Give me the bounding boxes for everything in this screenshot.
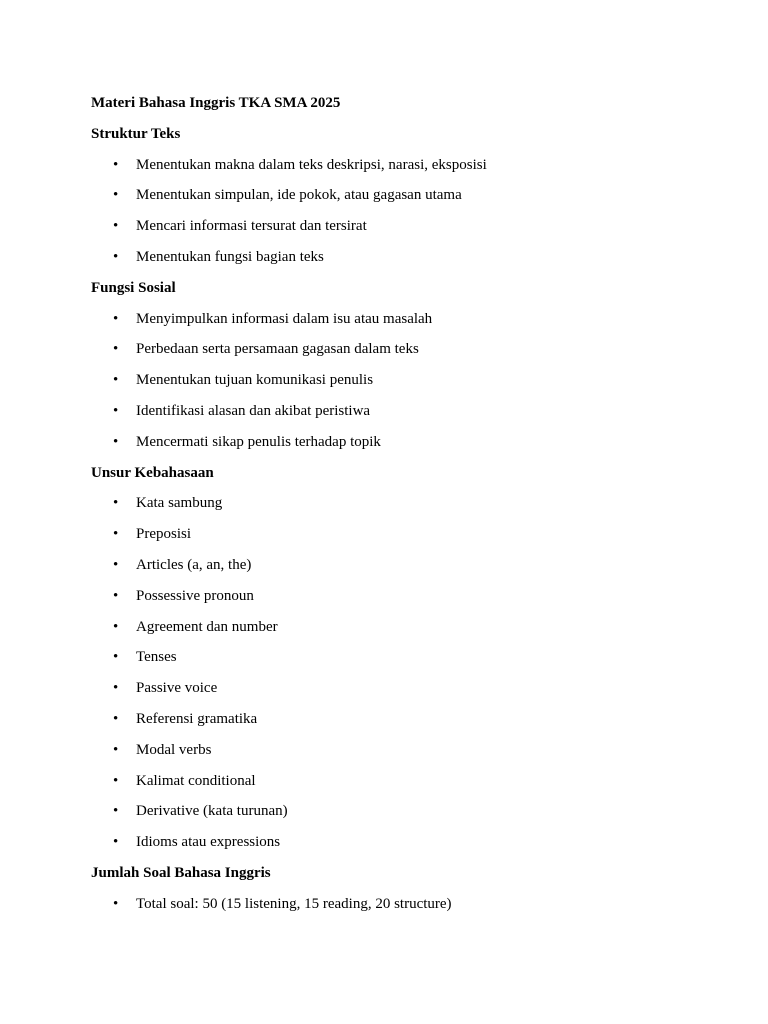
list-item-text: Menentukan makna dalam teks deskripsi, narasi, eksposisi — [136, 156, 487, 173]
bullet-icon: • — [113, 710, 119, 727]
bullet-icon: • — [113, 248, 119, 265]
bullet-icon: • — [113, 402, 119, 419]
list-item-text: Identifikasi alasan dan akibat peristiwa — [136, 402, 371, 419]
list-item — [91, 646, 691, 677]
bullet-icon: • — [113, 372, 119, 389]
bullet-icon: • — [113, 803, 119, 820]
list-item-text: Derivative (kata turunan) — [136, 803, 288, 820]
list-item-text: Perbedaan serta persamaan gagasan dalam teks — [136, 341, 419, 358]
bullet-list-struktur-teks — [91, 154, 691, 277]
list-item — [91, 492, 691, 523]
list-item — [91, 739, 691, 770]
bullet-icon: • — [113, 741, 119, 758]
list-item-text: Kata sambung — [136, 495, 223, 512]
list-item-text: Menentukan tujuan komunikasi penulis — [136, 372, 374, 389]
list-item-text: Tenses — [136, 649, 177, 666]
list-item-text: Kalimat conditional — [136, 772, 256, 789]
list-item — [91, 585, 691, 616]
list-item — [91, 246, 691, 277]
list-item — [91, 400, 691, 431]
bullet-icon: • — [113, 587, 119, 604]
bullet-list-unsur-kebahasaan — [91, 492, 691, 862]
section-heading-fungsi-sosial: Fungsi Sosial — [91, 279, 176, 296]
list-item — [91, 431, 691, 462]
bullet-icon: • — [113, 310, 119, 327]
list-item-text: Modal verbs — [136, 741, 212, 758]
list-item-text: Mencari informasi tersurat dan tersirat — [136, 218, 367, 235]
bullet-icon: • — [113, 341, 119, 358]
list-item — [91, 677, 691, 708]
list-item — [91, 154, 691, 185]
list-item — [91, 708, 691, 739]
list-item-text: Referensi gramatika — [136, 710, 258, 727]
list-item — [91, 308, 691, 339]
bullet-icon: • — [113, 618, 119, 635]
list-item — [91, 616, 691, 647]
bullet-icon: • — [113, 834, 119, 851]
section-heading-jumlah-soal: Jumlah Soal Bahasa Inggris — [91, 864, 271, 881]
section-heading-unsur-kebahasaan: Unsur Kebahasaan — [91, 464, 214, 481]
list-item-text: Possessive pronoun — [136, 587, 254, 604]
list-item-text: Mencermati sikap penulis terhadap topik — [136, 433, 381, 450]
bullet-icon: • — [113, 556, 119, 573]
list-item — [91, 800, 691, 831]
list-item — [91, 215, 691, 246]
list-item — [91, 770, 691, 801]
bullet-icon: • — [113, 156, 119, 173]
list-item — [91, 369, 691, 400]
list-item — [91, 831, 691, 862]
bullet-icon: • — [113, 526, 119, 543]
bullet-icon: • — [113, 895, 119, 912]
bullet-icon: • — [113, 187, 119, 204]
bullet-list-jumlah-soal — [91, 893, 691, 924]
document-title: Materi Bahasa Inggris TKA SMA 2025 — [91, 95, 341, 111]
list-item-text: Menentukan simpulan, ide pokok, atau gagasan utama — [136, 187, 462, 204]
list-item-text: Menyimpulkan informasi dalam isu atau masalah — [136, 310, 433, 327]
list-item — [91, 523, 691, 554]
list-item-text: Menentukan fungsi bagian teks — [136, 248, 324, 265]
list-item-text: Preposisi — [136, 526, 192, 543]
bullet-icon: • — [113, 680, 119, 697]
bullet-icon: • — [113, 433, 119, 450]
list-item-text: Articles (a, an, the) — [136, 556, 252, 573]
list-item-text: Agreement dan number — [136, 618, 278, 635]
document-content — [91, 92, 691, 924]
list-item — [91, 893, 691, 924]
bullet-icon: • — [113, 772, 119, 789]
section-heading-struktur-teks: Struktur Teks — [91, 125, 181, 142]
list-item — [91, 338, 691, 369]
bullet-icon: • — [113, 495, 119, 512]
list-item-text: Passive voice — [136, 680, 218, 697]
bullet-icon: • — [113, 649, 119, 666]
bullet-list-fungsi-sosial — [91, 308, 691, 462]
list-item-text: Total soal: 50 (15 listening, 15 reading, 20 structure) — [136, 895, 452, 912]
list-item — [91, 184, 691, 215]
bullet-icon: • — [113, 218, 119, 235]
list-item-text: Idioms atau expressions — [136, 834, 281, 851]
list-item — [91, 554, 691, 585]
